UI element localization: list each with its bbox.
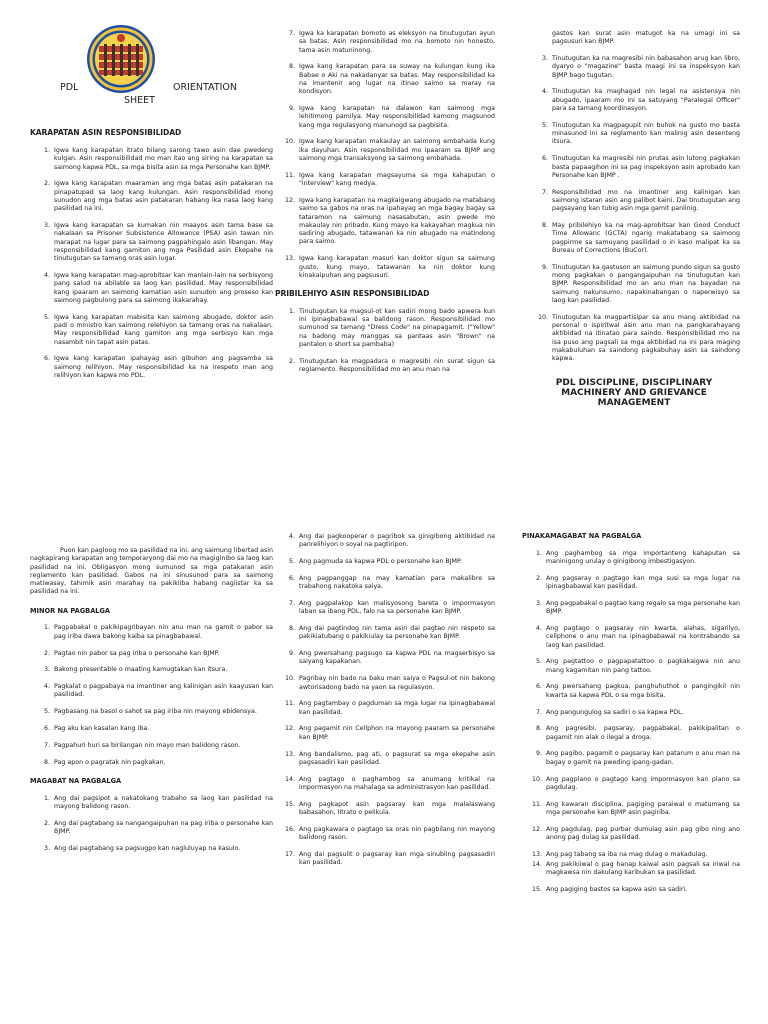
discipline-title: PDL DISCIPLINE, DISCIPLINARY MACHINERY AND GRIEVANCE MANAGEMENT [555, 377, 713, 409]
list-item: 10. Pagribay nin bado na baku man saiya o Pagsul-ot nin bakong awtorisadong bado na yaon sa regulasyon. [297, 675, 495, 692]
privileges-title: PRIBILEHIYO ASIN RESPONSIBILIDAD [275, 288, 430, 298]
list-item: 11. Ang pagtambay o pagduman sa mga lugar na ipinagbabawal kan pasilidad. [297, 700, 495, 717]
list-item: 9. Ang pwersahang pagsugo sa kapwa PDL na magserbisyo sa saiyang kapakanan. [297, 650, 495, 667]
list-item: 6. Ang pagpanggap na may kamatian para makalibre sa trabahong nakatoka saiya. [297, 575, 495, 592]
list-item: 2. Ang pagsaray o pagtago kan mga susi sa mga lugar na ipinagbabawal kan pasilidad. [544, 575, 740, 592]
header-pdl: PDL [60, 82, 79, 93]
grave-offense-list-continued [275, 533, 495, 868]
list-item: 3. Igwa kang karapatan sa kumakan nin maayos asin tama base sa nakalaan sa Prisoner Subsistence Allowance (PSA) asin tawan nin marapat na lugar para sa saimong pagpahingalo asin libangan. May responsibilidad kang gamiton ang mga Pasilidad asin Ekepahe na tinutugutan sa tamang oras asin lugar. [52, 222, 273, 263]
list-item: 9. Tinutugutan ka gastuson an saimung pundo sigun sa gusto mong pagkakan o pangangaipuhan na tinutugutan kan BJMP. Responsibilidad mo an anu man na bayadan na saimung nakunsumo, napakinabangan o naperwisyo sa laog kan pasilidad. [550, 264, 740, 305]
grave-offenses-continued-column [275, 533, 495, 876]
list-item: 2. Pagtao nin pabor sa pag iriba o personahe kan BJMP. [52, 650, 273, 658]
list-item: 5. Pagbasang na basol o sahot sa pag iriba nin mayong ebidensya. [52, 708, 273, 716]
list-item: 1. Igwa kang karapatan itrato bilang sarong tawo asin dae pwedeng kulgan. Asin responsibilidad mo man itao ang siring na karapatan sa saimong kapwa PDL, sa mga bisita asin sa mga Personahe kan BJMP. [52, 147, 273, 172]
list-item: 5. Tinutugutan ka magpagupit nin buhok na gusto mo basta minasunod ini sa reglamento kan malinig asin desenteng itsura. [550, 122, 740, 147]
list-item: 9. Igwa kang karapatan na dalawon kan saimong mga lehitimong pamilya. May responsibilidad kamong magsunod kang mga regulasyong manunogd sa pagbisita. [297, 105, 495, 130]
list-item: 13. Ang pag tabang sa iba na mag dulag o makadulag. [544, 851, 740, 859]
list-item: 12. Igwa kang karapatan na magkaigwang abugado na matabang saimo sa gabos na oras na ipahayag an mga bagay bagay sa tataramon na saimung nasasabutan, asin pwede mo makaulay nin pribado. Kung mayo ka kakayahan magkua nin sadiring abugado, tatawanan ka nin abugado na matindong para saimo. [297, 197, 495, 247]
privileges-list-continued [528, 55, 740, 363]
list-item: 10. Ang pagplano o pagtago kang impormasyon kan plano sa pagdulag. [544, 776, 740, 793]
rights-continued-column [275, 30, 495, 383]
list-item: 7. Ang pangungulog sa sadiri o sa kapwa PDL. [544, 709, 740, 717]
minor-offense-title: MINOR NA PAGBALGA [30, 606, 111, 615]
list-item: 11. Ang kawaran disciplina, pagiging paraiwal o matumang sa mga personahe kan BJMP asin pagiriba. [544, 801, 740, 818]
list-item: 3. Ang dai pagtabang sa pagsugpo kan nagluluyap na kasulo. [52, 845, 273, 853]
privileges-continued-column [528, 30, 740, 409]
grave-offense-list [30, 795, 273, 853]
list-item: 1. Tinutugutan ka magsul-ot kan sadiri mong bado apwera kun ini ipinagbabawal sa balidong rason. Responsibilidad mo sumunod sa tamang "Dress Code" na pinapagamit. ("Yellow" na badong may manggas sa pantaas asin "Brown" na pantalon o short sa pambaba) [297, 308, 495, 349]
list-item: 5. Ang pagtattoo o pagpapatattoo o pagkakaigwa nin anu mang kagamitan nin pang tattoo. [544, 658, 740, 675]
list-item: 7. Responsibilidad mo na imantiner ang kalinigan kan saimong istaran asin ang palibot kaini. Dai tinutugutan ang pagsayang kan tubig asin mga gamit panlinig. [550, 189, 740, 214]
list-item: 9. Ang pagibo, pagamit o pagsaray kan patarum o anu man na bagay o gamit na pweding ipang-gadan. [544, 750, 740, 767]
list-item: 2. Igwa kang karapatan maaraman ang mga batas asin patakaran na pinapatupad sa laog kang kulungan. Asin responsibilidad mong sunudon ang mga batas asin patakaran habang ika nasa laog kang pasilidad na ini. [52, 180, 273, 213]
header-sheet: SHEET [124, 95, 155, 106]
list-item: 1. Ang dai pagsipot a nakatokang trabaho sa laog kan pasilidad na mayong balidong rason. [52, 795, 273, 812]
list-item: 10. Tinutugutan ka magpartisipar sa anu mang aktibidad na personal o ispiritwal asin anu man na pangkarahayang aktibidad na itinatao para saindo. Responsibilidad mo na isa puso ang pagsali sa mga aktibidad na ini para maging makabuluhan sa saindong pagkabuhay asin sa saindong kapwa. [550, 314, 740, 364]
list-item: 7. Ang pagpalakop kan malisyosong bareta o impormasyon laban sa ibang PDL, falo na sa personahe kan BJMP. [297, 600, 495, 617]
intro-paragraph: Puon kan pagloog mo sa pasilidad na ini, ang saimung libertad asin nagkapirang karapatan ang temporaryong dai mo na magiginibo sa laog kan pasilidad na ini. Obligasyon mong sumunod sa mga patakaran asin reglamento kan pasilidad. Gabos na ini sinusunod para sa saimong matiwasay, tahimik asin marahay na pakikiiba habang nagiistar ka sa pasilidad na ini. [30, 547, 273, 596]
list-item: 4. Pagkalat o pagpabaya na imantiner ang kalinigan asin kaayusan kan pasilidad. [52, 683, 273, 700]
list-item: 8. May pribilehiyo ka na mag-aprobitsar kan Good Conduct Time Allowanc (GCTA) ngarig makatabang sa saimong pagpirme sa samuyang pasilidad o in kaso malipat ka sa Bureau of Corrections (BuCor). [550, 222, 740, 255]
list-item: 3. Bakong presentable o maating kamugtakan kan itsura. [52, 666, 273, 674]
list-item: 4. Igwa kang karapatan mag-aprobitsar kan manlain-lain na serbisyong pang salud na abilable sa laog kan pasilidad. May responsibilidad kang ipaaram an saimong kamatian asin sunudon ang proseso kan saimong pagbulong para sa saimong ikakarahay. [52, 272, 273, 305]
most-grave-offenses-column [522, 532, 740, 903]
list-item: 12. Ang pagdulag, pag purbar dumulag asin pag gibo ning ano anong pag dulag sa pasilidad. [544, 826, 740, 843]
rights-column [30, 128, 273, 389]
list-item: 16. Ang pagkawara o pagtago sa oras nin pagbilang nin mayong balidong rason. [297, 826, 495, 843]
list-item: 5. Igwa kang karapatan mabisita kan saimong abugado, doktor asin padi o ministro kan saimong relehiyon sa tamang oras na nakalaan. May responsibilidad kang gamiton ang mga serbisyo kan mga nasambit nin tapat asin patas. [52, 314, 273, 347]
privileges-list [275, 308, 495, 375]
list-item: 12. Ang pagamit nin Cellphon na mayong paaram sa personahe kan BJMP. [297, 725, 495, 742]
list-item: 4. Ang pagtago o pagsaray nin kwarta, alahas, sigarilyo, cellphone o anu man na ipinagbabawal na kontrabando sa laog kan pasilidad. [544, 625, 740, 650]
offenses-column [30, 547, 273, 862]
rights-title: KARAPATAN ASIN RESPONSIBILIDAD [30, 128, 182, 137]
most-grave-offense-list [522, 550, 740, 895]
list-item: 3. Ang pagpabakal o pagtao kang regalo sa mga personahe kan BJMP. [544, 600, 740, 617]
list-item: 6. Igwa kang karapatan ipahayag asin gibuhon ang pagsamba sa saimong relihiyon. May responsibilidad ka na irespeto man ang relihiyon kan kapwa mo PDL. [52, 355, 273, 380]
rights-list-continued [275, 30, 495, 280]
list-item: 5. Ang pagmuda sa kapwa PDL o personahe kan BJMP. [297, 558, 495, 566]
list-item: 2. Ang dai pagtabang sa nangangaipuhan na pag iriba o personahe kan BJMP. [52, 820, 273, 837]
list-item: 7. Pagpahuri huri sa birilangan nin mayo man balidong rason. [52, 742, 273, 750]
list-item: 17. Ang dai pagsulit o pagsaray kan mga sinubling pagsasadiri kan pasilidad. [297, 851, 495, 868]
list-item: 2. Tinutugutan ka magpadara o magresibi nin surat sigun sa reglamento. Responsibilidad mo an anu man na [297, 358, 495, 375]
list-item: 6. Ang pwersahang pagkua, panghuhuthot o pangingikil nin kwarta sa kapwa PDL o sa mga bisita. [544, 683, 740, 700]
list-item: 14. Ang pakikiiwal o pag hanap kaiwal asin pagsali sa iriwal na magkawsa nin dakulang karibukan sa pasilidad. [544, 861, 740, 878]
list-item: 8. Ang dai pagtindog nin tama asin dai pagtao nin respeto sa pakikiatubang o pakikiulay sa personahe kan BJMP. [297, 625, 495, 642]
list-item: 1. Pagpabakal o pakikipagribayan nin anu man na gamit o pabor sa pag iriba dawa bakong kaiba sa pinagbabawal. [52, 624, 273, 641]
list-item: 8. Igwa kang karapatan para sa suway na kulungan kung ika Babae o Aki na nakadanyar sa batas. May responsibilidad ka na imantenir ang lugar na itinao saimo sa maray na kondisyon. [297, 63, 495, 96]
list-item: 1. Ang paghambog sa mga importanteng kahaputan sa maninigong urulay o ginigibong imbestigasyon. [544, 550, 740, 567]
list-item: 15. Ang pagiging bastos sa kapwa asin sa sadiri. [544, 886, 740, 894]
list-item: 8. Pag apon o pagratak nin pagkakan. [52, 759, 273, 767]
list-item: 6. Pag aku kan kasalan kang iba. [52, 725, 273, 733]
rights-list [30, 147, 273, 380]
most-grave-offense-title: PINAKAMAGABAT NA PAGBALGA [522, 532, 642, 540]
list-item: 3. Tinutugutan ka na magresibi nin babasahon arug kan libro, dyaryo o "magazine" basta maagi ini sa inspeksyon kan BJMP bago tugutan. [550, 55, 740, 80]
header-orientation: ORIENTATION [173, 82, 238, 93]
list-item: 11. Igwa kang karapatan magsayuma sa mga kahaputan o "interview" kang medya. [297, 172, 495, 189]
list-item: 6. Tinutugutan ka magresibi nin prutas asin lutong pagkakan basta papaagihon ini sa pag inspeksyon asin aprobado kan Personahe kan BJMP . [550, 155, 740, 180]
list-item: 7. Igwa ka karapatan bomoto as eleksyon na tinutugutan ayun sa batas. Asin responsibilidad mo na bomoto nin honesto, tama asin matuninong. [297, 30, 495, 55]
list-item: 14. Ang pagtago o paghambog sa anumang kritikal na impormasyon na mahalaga sa administrasyon kan pasilidad. [297, 776, 495, 793]
list-item: 10. Igwa kang karapatan makaulay an saimong embahada kung ika dayuhan. Asin responsibilidad mo ipaaram sa BJMP ang saimong mga transaksyong sa saimong embahada. [297, 138, 495, 163]
list-item: 15. Ang pagkapot asin pagsaray kan mga malalaswang babasahon, litrato o pelikula. [297, 801, 495, 818]
list-item: 13. Igwa kang karapatan masuri kan doktor sigun sa saimung gusto, kung mayo, tatawanan ka nin doktor kung kinakaipuhan ang pagsusuri. [297, 255, 495, 280]
list-item: 8. Ang pagresibi, pagsaray, pagpabakal, pakikipalitan o pagamit nin alak o ilegal a droga. [544, 725, 740, 742]
grave-offense-title: MAGABAT NA PAGBALGA [30, 776, 122, 785]
list-item: 4. Ang dai pagkooperar o pagribok sa ginigibong aktibidad na panrelihiyon o soyal na pagtiripon. [297, 533, 495, 550]
bjmp-seal-icon [86, 24, 156, 94]
minor-offense-list [30, 624, 273, 766]
list-item: 13. Ang bandalismo, pag ati, o pagsurat sa mga ekepahe asin pagsasadiri kan pasilidad. [297, 751, 495, 768]
list-item: 4. Tinutugutan ka maghagad nin legal na asistensya nin abugado, ipaaram mo ini sa satuyang "Paralegal Officer" para sa tamang koordinasyon. [550, 88, 740, 113]
continuation-text: gastos kan surat asin matugot ka na umagi ini sa pagsusuri kan BJMP. [552, 30, 740, 46]
